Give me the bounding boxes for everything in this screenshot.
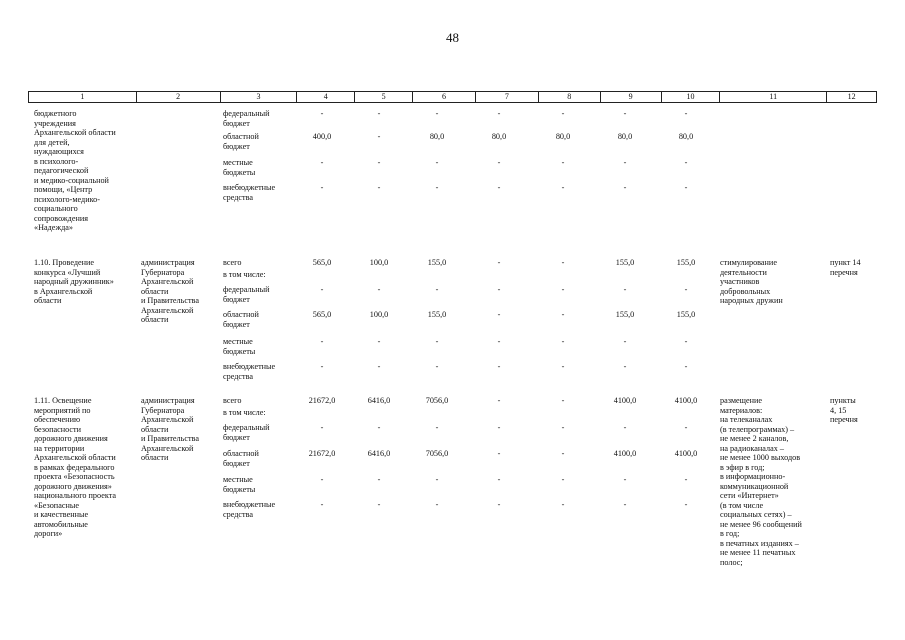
funding-value: - [561,475,565,484]
funding-value: 4100,0 [674,449,698,458]
funding-value: 4100,0 [613,396,637,405]
header-col-8: 8 [539,92,601,102]
executor-text: Губернатора [141,405,185,415]
table-header [28,91,877,103]
header-col-4: 4 [297,92,355,102]
funding-value: - [684,362,688,371]
activity-text: помощи, «Центр [34,185,93,194]
funding-source-label: бюджет [223,319,250,329]
funding-source-label: бюджет [223,118,250,128]
funding-value: - [320,109,324,118]
funding-value: - [497,158,501,167]
result-text: на радиоканалах – [720,443,784,453]
funding-value: - [320,158,324,167]
funding-source-label: средства [223,192,254,202]
header-col-12: 12 [847,92,856,101]
funding-value: - [497,500,501,509]
funding-source-label: областной [223,310,259,319]
result-text: народных дружин [720,296,783,305]
funding-value: - [623,183,627,192]
funding-source-label: федеральный [223,109,270,118]
funding-value: - [377,183,381,192]
funding-value: - [623,423,627,432]
funding-value: - [561,158,565,167]
activity-text: нуждающихся [34,147,84,156]
activity-text: дорожного движения» [34,481,112,491]
funding-source-label: бюджет [223,432,250,442]
funding-value: - [497,109,501,118]
funding-value: - [623,362,627,371]
reference-text: перечня [830,267,858,277]
funding-value: - [623,109,627,118]
funding-value: - [561,337,565,346]
activity-text: 1.10. Проведение [34,258,95,267]
funding-value: - [435,337,439,346]
header-col-2: 2 [137,92,221,102]
funding-value: - [684,475,688,484]
executor-text: Архангельской [141,415,194,424]
funding-source-label: бюджеты [223,484,256,494]
funding-source-label: бюджет [223,141,250,151]
funding-value: - [320,500,324,509]
funding-value: - [623,337,627,346]
funding-source-label: внебюджетные [223,500,276,509]
funding-value: - [684,183,688,192]
funding-value: - [320,475,324,484]
funding-source-label: местные [223,337,253,346]
activity-text: «Безопасные [34,500,79,510]
activity-text: и качественные [34,510,89,519]
funding-source-label: в том числе: [223,408,266,417]
executor-text: и Правительства [141,434,199,443]
funding-value: - [320,337,324,346]
funding-value: 155,0 [676,310,696,319]
result-text: коммуникационной [720,481,789,491]
result-text: в информационно- [720,472,786,481]
activity-text: педагогической [34,166,89,175]
funding-value: 80,0 [429,132,445,141]
result-text: не менее 2 каналов, [720,434,789,443]
page-number: 48 [446,30,459,45]
funding-value: - [497,183,501,192]
funding-value: 80,0 [555,132,571,141]
funding-source-label: бюджеты [223,167,256,177]
executor-text: области [141,453,169,462]
funding-value: 565,0 [312,310,332,319]
funding-value: - [497,258,501,267]
result-text: (в том числе [720,500,764,510]
result-text: добровольных [720,286,771,296]
funding-value: 155,0 [427,310,447,319]
funding-value: - [377,362,381,371]
activity-text: и медико-социальной [34,175,109,185]
funding-value: - [561,449,565,458]
header-col-10: 10 [662,92,721,102]
activity-text: социального [34,204,78,213]
funding-value: - [623,500,627,509]
header-col-1: 1 [29,92,137,102]
executor-text: области [141,315,169,324]
result-text: размещение [720,396,762,405]
funding-value: - [684,109,688,118]
activity-text: в психолого- [34,156,79,166]
executor-text: Губернатора [141,267,185,277]
result-text: материалов: [720,405,763,415]
funding-value: 6416,0 [367,449,391,458]
funding-value: - [623,158,627,167]
result-text: участников [720,277,760,286]
funding-source-label: бюджет [223,458,250,468]
funding-value: 21672,0 [308,396,336,405]
funding-value: - [435,475,439,484]
funding-source-label: федеральный [223,285,270,294]
funding-value: - [561,423,565,432]
funding-value: - [561,285,565,294]
executor-text: и Правительства [141,296,199,305]
funding-value: 155,0 [427,258,447,267]
funding-source-label: бюджеты [223,346,256,356]
result-text: на телеканалах [720,415,773,424]
funding-value: - [561,183,565,192]
funding-value: - [497,423,501,432]
activity-text: Архангельской области [34,128,116,137]
activity-text: мероприятий по [34,405,91,415]
reference-text: пункты [830,396,856,405]
activity-text: конкурса «Лучший [34,267,101,277]
funding-value: - [623,285,627,294]
header-col-11: 11 [720,92,827,102]
funding-value: 80,0 [678,132,694,141]
funding-value: 155,0 [615,310,635,319]
result-text: (в телепрограммах) – [720,424,795,434]
funding-value: - [435,285,439,294]
funding-value: - [320,362,324,371]
funding-value: - [435,158,439,167]
activity-text: в Архангельской [34,286,93,296]
funding-value: - [561,396,565,405]
activity-text: «Надежда» [34,223,73,232]
result-text: стимулирование [720,258,777,267]
result-text: не менее 1000 выходов [720,453,801,462]
result-text: социальных сетях) – [720,510,792,519]
activity-text: безопасности [34,424,81,434]
executor-text: Архангельской [141,277,194,286]
funding-value: 7056,0 [425,396,449,405]
funding-value: 4100,0 [613,449,637,458]
funding-source-label: внебюджетные [223,183,276,192]
activity-text: бюджетного [34,109,77,118]
funding-source-label: федеральный [223,423,270,432]
funding-value: - [435,362,439,371]
activity-text: для детей, [34,137,70,147]
reference-text: 4, 15 [830,405,847,415]
funding-value: - [377,132,381,141]
funding-value: - [320,183,324,192]
header-col-5: 5 [355,92,413,102]
funding-source-label: областной [223,132,259,141]
activity-text: проекта «Безопасность [34,472,115,481]
funding-value: - [435,183,439,192]
funding-value: - [435,423,439,432]
executor-text: администрация [141,396,195,405]
activity-text: 1.11. Освещение [34,396,92,405]
result-text: полос; [720,557,743,567]
activity-text: народный дружинник» [34,277,114,286]
funding-value: - [684,500,688,509]
executor-text: области [141,424,169,434]
executor-text: администрация [141,258,195,267]
header-col-9: 9 [601,92,662,102]
executor-text: Архангельской [141,305,194,315]
funding-value: - [320,285,324,294]
result-text: сети «Интернет» [720,491,779,500]
funding-value: 155,0 [615,258,635,267]
funding-value: - [435,500,439,509]
funding-value: - [684,337,688,346]
funding-source-label: средства [223,371,254,381]
funding-value: - [623,475,627,484]
funding-source-label: бюджет [223,294,250,304]
funding-value: - [684,423,688,432]
activity-text: в рамках федерального [34,462,115,472]
funding-value: - [497,475,501,484]
funding-value: - [561,310,565,319]
funding-source-label: областной [223,449,259,458]
activity-text: дорожного движения [34,434,108,443]
result-text: не менее 11 печатных [720,548,796,557]
funding-value: - [377,475,381,484]
funding-source-label: внебюджетные [223,362,276,371]
funding-value: - [377,500,381,509]
result-text: деятельности [720,267,767,277]
header-col-3: 3 [221,92,298,102]
header-col-7: 7 [476,92,539,102]
funding-value: 6416,0 [367,396,391,405]
executor-text: области [141,286,169,296]
funding-source-label: всего [223,258,242,267]
funding-value: 565,0 [312,258,332,267]
funding-value: - [435,109,439,118]
funding-value: - [561,500,565,509]
reference-text: пункт 14 [830,258,861,267]
funding-value: - [497,362,501,371]
activity-text: национального проекта [34,491,117,500]
result-text: в печатных изданиях – [720,538,799,548]
activity-text: на территории [34,443,85,453]
funding-value: - [377,285,381,294]
header-col-6: 6 [413,92,476,102]
funding-value: - [497,285,501,294]
funding-source-label: средства [223,509,254,519]
executor-text: Архангельской [141,443,194,453]
funding-value: 4100,0 [674,396,698,405]
funding-value: 80,0 [617,132,633,141]
funding-value: - [377,109,381,118]
funding-value: - [497,449,501,458]
activity-text: дороги» [34,529,63,538]
activity-text: психолого-медико- [34,194,100,204]
funding-source-label: всего [223,396,242,405]
funding-value: 155,0 [676,258,696,267]
result-text: не менее 96 сообщений [720,519,802,529]
funding-source-label: местные [223,158,253,167]
activity-text: учреждения [34,118,76,128]
funding-value: - [377,423,381,432]
funding-value: - [497,337,501,346]
funding-value: 80,0 [491,132,507,141]
funding-value: - [561,109,565,118]
funding-value: - [377,337,381,346]
funding-value: - [377,158,381,167]
funding-value: - [497,310,501,319]
activity-text: Архангельской области [34,453,116,462]
funding-value: - [684,285,688,294]
activity-text: автомобильные [34,519,88,529]
result-text: в год; [720,529,740,538]
activity-text: сопровождения [34,213,88,223]
funding-value: 7056,0 [425,449,449,458]
funding-value: 400,0 [312,132,332,141]
funding-source-label: в том числе: [223,270,266,279]
reference-text: перечня [830,415,858,424]
funding-value: - [497,396,501,405]
funding-value: 21672,0 [308,449,336,458]
funding-value: - [561,362,565,371]
result-text: в эфир в год; [720,462,765,472]
funding-value: - [320,423,324,432]
funding-value: - [561,258,565,267]
funding-source-label: местные [223,475,253,484]
activity-text: области [34,296,62,305]
funding-value: 100,0 [369,310,389,319]
activity-text: обеспечению [34,415,81,424]
funding-value: 100,0 [369,258,389,267]
funding-value: - [684,158,688,167]
